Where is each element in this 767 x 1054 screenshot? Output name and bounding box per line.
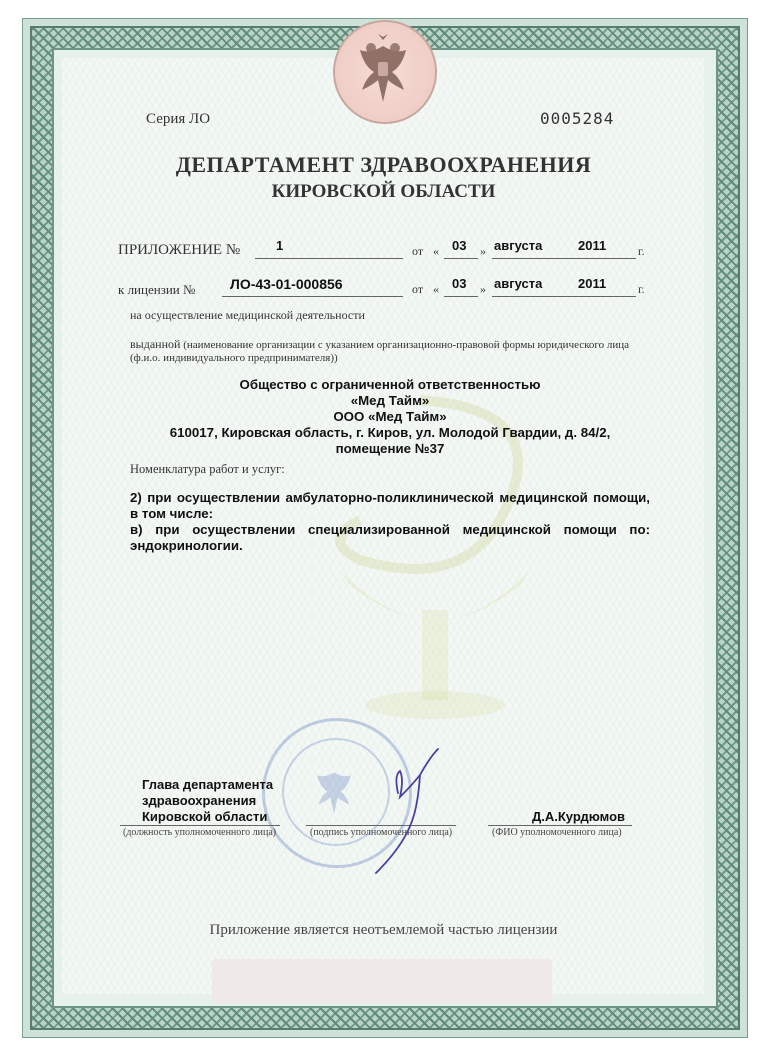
footer-note: Приложение является неотъемлемой частью лицензии — [209, 922, 558, 938]
org-line-2: «Мед Тайм» — [350, 393, 430, 408]
issued-to-note: (наименование организации с указанием организационно-правовой формы юридического лица (ф.и.о. индивидуального предпринимателя)) — [130, 339, 630, 364]
department-title: ДЕПАРТАМЕНТ ЗДРАВООХРАНЕНИЯ — [175, 152, 592, 177]
organization-block — [130, 377, 650, 457]
caption-signature: (подпись уполномоченного лица) — [310, 827, 453, 838]
nomenclature-label: Номенклатура работ и услуг: — [130, 462, 285, 476]
region-title: КИРОВСКОЙ ОБЛАСТИ — [271, 181, 496, 202]
org-line-1: Общество с ограниченной ответственностью — [239, 377, 541, 392]
issued-to-block — [130, 338, 650, 365]
license-close-quote: » — [480, 282, 486, 296]
appendix-label: ПРИЛОЖЕНИЕ № — [118, 242, 241, 258]
activity-text: на осуществление медицинской деятельности — [130, 308, 365, 322]
license-open-quote: « — [433, 282, 439, 296]
appendix-day-line — [444, 258, 478, 259]
form-number: 0005284 — [540, 109, 615, 128]
license-number: ЛО-43-01-000856 — [230, 276, 343, 292]
issued-to-label: выданной — [130, 337, 181, 351]
license-year-suffix: г. — [638, 282, 645, 296]
caption-name: (ФИО уполномоченного лица) — [492, 827, 622, 838]
position-line — [120, 825, 280, 826]
license-day: 03 — [452, 276, 467, 291]
double-headed-eagle-icon — [356, 32, 410, 108]
redacted-area — [212, 959, 552, 1003]
license-from: от — [412, 282, 424, 296]
appendix-year: 2011 — [578, 238, 607, 253]
org-line-3: ООО «Мед Тайм» — [333, 409, 447, 424]
appendix-from: от — [412, 244, 424, 258]
appendix-close-quote: » — [480, 244, 486, 258]
license-month: августа — [494, 276, 543, 291]
handwritten-signature — [360, 735, 450, 880]
position-line-2: здравоохранения — [142, 793, 257, 808]
signatory-name: Д.А.Курдюмов — [532, 809, 626, 824]
appendix-date-line — [492, 258, 636, 259]
license-day-line — [444, 296, 478, 297]
position-line-3: Кировской области — [142, 809, 268, 824]
appendix-year-suffix: г. — [638, 244, 645, 258]
caption-position: (должность уполномоченного лица) — [123, 827, 277, 838]
name-line — [488, 825, 632, 826]
appendix-day: 03 — [452, 238, 467, 253]
position-line-1: Глава департамента — [142, 777, 274, 792]
series-label: Серия ЛО — [146, 111, 211, 127]
service-item-2: в) при осуществлении специализированной медицинской помощи по: эндокринологии. — [130, 522, 650, 553]
service-item-1: 2) при осуществлении амбулаторно-поликлинической медицинской помощи, в том числе: — [130, 490, 650, 521]
appendix-open-quote: « — [433, 244, 439, 258]
license-label: к лицензии № — [118, 282, 196, 297]
org-line-4: 610017, Кировская область, г. Киров, ул. Молодой Гвардии, д. 84/2, — [169, 425, 611, 440]
appendix-number: 1 — [276, 238, 284, 253]
seal-eagle-icon — [306, 762, 362, 818]
license-number-line — [222, 296, 403, 297]
appendix-month: августа — [494, 238, 543, 253]
org-line-5: помещение №37 — [335, 441, 445, 456]
appendix-number-line — [255, 258, 403, 259]
license-date-line — [492, 296, 636, 297]
license-year: 2011 — [578, 276, 607, 291]
